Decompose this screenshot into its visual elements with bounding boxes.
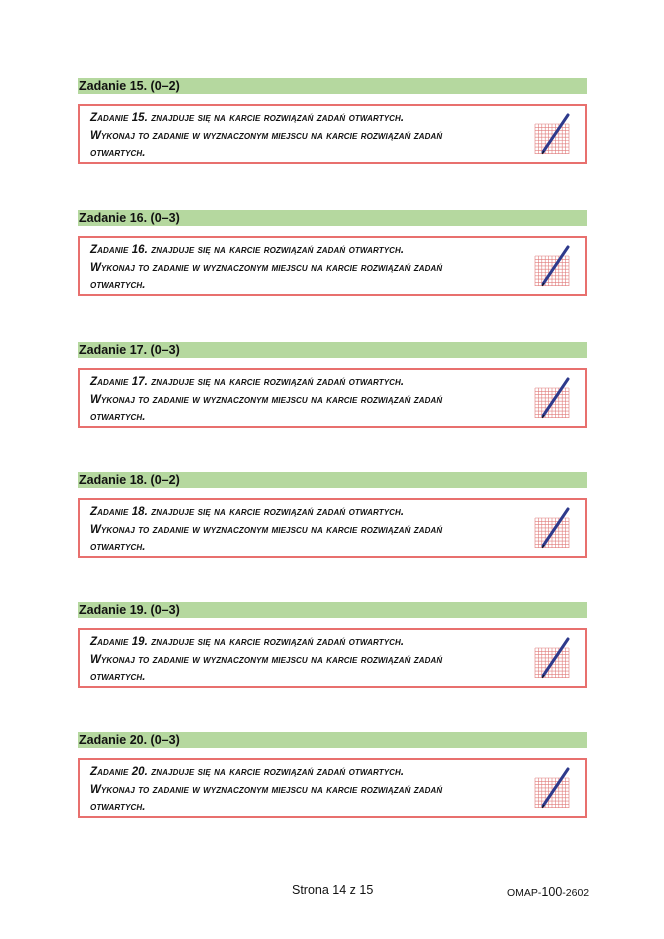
task-number: Zadanie 16. (90, 244, 148, 256)
task-notice-text (90, 634, 530, 687)
task-header: Zadanie 19. (0–3) (78, 602, 587, 618)
notice-line-1-rest: znajduje się na karcie rozwiązań zadań otwartych. (147, 244, 405, 256)
notice-line-1-rest: znajduje się na karcie rozwiązań zadań otwartych. (147, 376, 405, 388)
notice-line-1-rest: znajduje się na karcie rozwiązań zadań otwartych. (147, 506, 405, 518)
task-section-16 (78, 210, 587, 291)
task-number: Zadanie 20. (90, 766, 148, 778)
pen-grid-icon (533, 244, 571, 288)
notice-line-2: Wykonaj to zadanie w wyznaczonym miejscu na karcie rozwiązań zadań (90, 783, 443, 796)
task-notice-box (78, 628, 587, 688)
pen-grid-icon (533, 766, 571, 810)
pen-grid-icon (533, 506, 571, 550)
notice-line-1-rest: znajduje się na karcie rozwiązań zadań otwartych. (147, 112, 405, 124)
task-number: Zadanie 17. (90, 376, 148, 388)
notice-line-1-rest: znajduje się na karcie rozwiązań zadań otwartych. (147, 766, 405, 778)
pen-grid-icon (533, 112, 571, 156)
notice-line-2: Wykonaj to zadanie w wyznaczonym miejscu na karcie rozwiązań zadań (90, 129, 443, 142)
notice-line-3: otwartych. (90, 541, 146, 553)
task-section-20 (78, 732, 587, 813)
notice-line-1 (90, 110, 530, 128)
notice-line-1 (90, 374, 530, 392)
task-header: Zadanie 16. (0–3) (78, 210, 587, 226)
notice-line-1 (90, 634, 530, 652)
notice-line-1 (90, 504, 530, 522)
notice-line-2: Wykonaj to zadanie w wyznaczonym miejscu na karcie rozwiązań zadań (90, 523, 443, 536)
notice-line-1 (90, 764, 530, 782)
task-number: Zadanie 15. (90, 112, 148, 124)
task-section-19 (78, 602, 587, 683)
notice-line-3: otwartych. (90, 147, 146, 159)
task-notice-box (78, 368, 587, 428)
task-notice-box (78, 236, 587, 296)
task-notice-text (90, 764, 530, 817)
exam-code-prefix: OMAP- (507, 887, 542, 899)
exam-code-suffix: -2602 (562, 887, 590, 899)
task-number: Zadanie 18. (90, 506, 148, 518)
task-notice-text (90, 504, 530, 557)
task-section-17 (78, 342, 587, 423)
task-section-18 (78, 472, 587, 553)
task-notice-text (90, 374, 530, 427)
task-header: Zadanie 20. (0–3) (78, 732, 587, 748)
exam-code (507, 885, 589, 899)
notice-line-1 (90, 242, 530, 260)
task-notice-box (78, 104, 587, 164)
notice-line-2: Wykonaj to zadanie w wyznaczonym miejscu na karcie rozwiązań zadań (90, 653, 443, 666)
exam-code-number: 100 (541, 885, 563, 899)
task-notice-text (90, 242, 530, 295)
task-notice-box (78, 498, 587, 558)
page-number: Strona 14 z 15 (292, 883, 374, 897)
notice-line-3: otwartych. (90, 411, 146, 423)
task-section-15 (78, 78, 587, 159)
pen-grid-icon (533, 376, 571, 420)
pen-grid-icon (533, 636, 571, 680)
task-header: Zadanie 17. (0–3) (78, 342, 587, 358)
task-header: Zadanie 15. (0–2) (78, 78, 587, 94)
notice-line-3: otwartych. (90, 801, 146, 813)
notice-line-3: otwartych. (90, 279, 146, 291)
task-number: Zadanie 19. (90, 636, 148, 648)
task-notice-text (90, 110, 530, 163)
task-header: Zadanie 18. (0–2) (78, 472, 587, 488)
notice-line-3: otwartych. (90, 671, 146, 683)
notice-line-2: Wykonaj to zadanie w wyznaczonym miejscu na karcie rozwiązań zadań (90, 393, 443, 406)
notice-line-2: Wykonaj to zadanie w wyznaczonym miejscu na karcie rozwiązań zadań (90, 261, 443, 274)
notice-line-1-rest: znajduje się na karcie rozwiązań zadań otwartych. (147, 636, 405, 648)
task-notice-box (78, 758, 587, 818)
